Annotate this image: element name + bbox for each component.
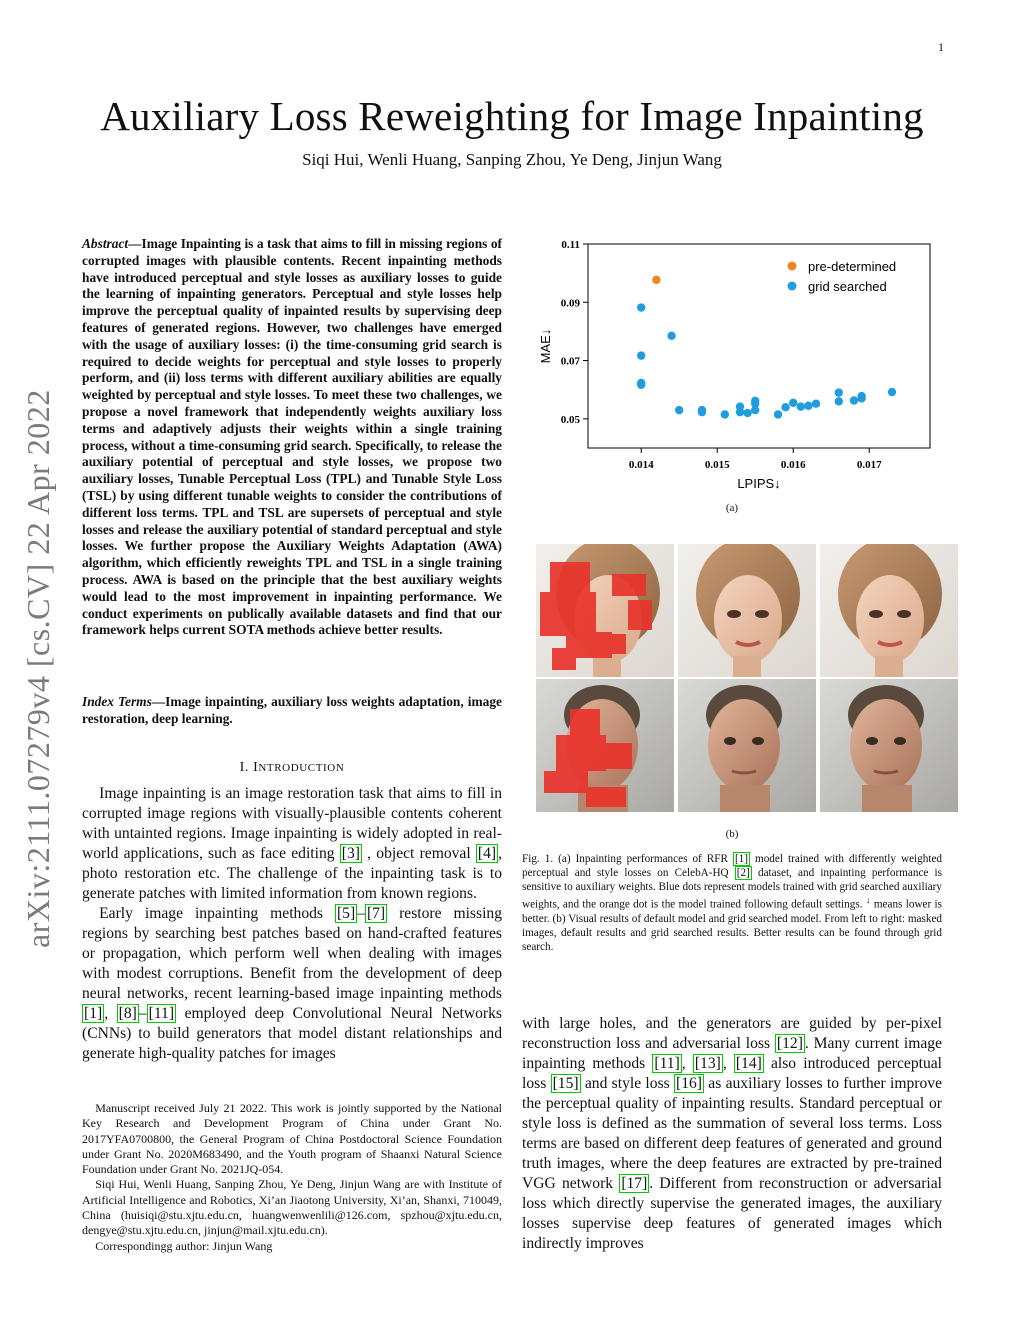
- citation-link[interactable]: [5]: [336, 905, 356, 922]
- data-point: [789, 399, 797, 407]
- arxiv-stamp: arXiv:2111.07279v4 [cs.CV] 22 Apr 2022: [20, 389, 56, 948]
- data-point: [637, 351, 645, 359]
- data-point: [751, 397, 759, 405]
- data-point: [835, 397, 843, 405]
- citation-link[interactable]: [8]: [118, 1005, 137, 1022]
- legend-marker: [788, 262, 797, 271]
- text-run: , photo restoration etc. The challenge of the inpainting task is to generate patches with limited information from known regions.: [82, 845, 502, 902]
- citation-link[interactable]: [12]: [776, 1035, 803, 1052]
- paper-title: Auxiliary Loss Reweighting for Image Inpainting: [100, 93, 924, 139]
- legend-label: pre-determined: [808, 259, 897, 274]
- data-point: [721, 410, 729, 418]
- figure-caption: [522, 852, 942, 954]
- data-point: [781, 403, 789, 411]
- x-tick-label: 0.016: [780, 459, 806, 471]
- data-point: [736, 408, 744, 416]
- text-run: means lower is better. (b) Visual results of default model and grid searched model. From left to right: masked images, default results and grid searched results. Better results can be found through grid search.: [522, 898, 943, 953]
- citation-link[interactable]: [2]: [736, 867, 750, 879]
- legend-label: grid searched: [808, 279, 887, 294]
- citation-link[interactable]: [3]: [341, 845, 360, 862]
- y-tick-label: 0.09: [560, 297, 580, 310]
- citation-link[interactable]: [1]: [84, 1005, 103, 1022]
- right-column-text: [522, 1014, 942, 1254]
- legend-marker: [788, 282, 797, 291]
- data-point: [652, 276, 660, 284]
- section-numeral: I.: [239, 760, 254, 775]
- citation-link[interactable]: [11]: [148, 1005, 175, 1022]
- citation-link[interactable]: [7]: [366, 905, 386, 922]
- text-run: with large holes, and the generators are guided by per-pixel reconstruction loss and adversarial loss: [522, 1015, 942, 1052]
- intro-paragraph-1: [82, 784, 502, 904]
- citation-link[interactable]: [15]: [552, 1075, 579, 1092]
- photo-woman-default: [678, 544, 816, 677]
- footnote: [82, 1101, 502, 1254]
- data-point: [743, 409, 751, 417]
- text-run: ,: [681, 1055, 693, 1072]
- section-heading-introduction: [82, 760, 502, 776]
- index-terms-text: —Image inpainting, auxiliary loss weights adaptation, image restoration, deep learning.: [82, 694, 502, 726]
- data-point: [850, 396, 858, 404]
- author-list: Siqi Hui, Wenli Huang, Sanping Zhou, Ye Deng, Jinjun Wang: [302, 150, 722, 169]
- y-tick-label: 0.05: [560, 413, 580, 426]
- x-tick-label: 0.015: [704, 459, 730, 471]
- abstract: [82, 236, 502, 639]
- x-axis-label: LPIPS↓: [737, 476, 781, 491]
- y-tick-label: 0.11: [561, 239, 580, 251]
- plot-frame: [588, 244, 930, 448]
- section-initial: I: [253, 760, 259, 775]
- abstract-text: —Image Inpainting is a task that aims to fill in missing regions of corrupted images with plausible contents. Recent inpainting methods have introduced perceptual and style losses as auxiliary losses to guide the learning of inpainting generators. Perceptual and style losses help improve the perceptual quality of inpainted results by supervising deep features of generated regions. However, two challenges have emerged with the usage of auxiliary losses: (i) the time-consuming grid search is required to decide weights for perceptual and style losses to properly perform, and (ii) loss terms with different auxiliary abilities are equally weighted by perceptual and style losses. To meet these two challenges, we propose a novel framework that independently weights auxiliary loss terms and adaptively adjusts their weights within a single training process, without a time-consuming grid search. Specifically, to release the auxiliary potential of perceptual and style losses, we propose two auxiliary losses, Tunable Perceptual Loss (TPL) and Tunable Style Loss (TSL) by using different tunable weights to consider the contributions of different loss terms. TPL and TSL are supersets of perceptual and style losses and release the auxiliary potential of standard perceptual and style losses. We further propose the Auxiliary Weights Adaptation (AWA) algorithm, which efficiently reweights TPL and TSL in a single training process. AWA is based on the principle that the best auxiliary weights would lead to the most improvement in inpainting performance. We conduct experiments on publically available datasets and find that our framework helps current SOTA methods achieve better results.: [82, 236, 502, 638]
- face-inpainting-photos: [536, 544, 958, 812]
- abstract-label: Abstract: [82, 236, 129, 251]
- photo-man-masked: [536, 679, 674, 812]
- subfigure-b-label: (b): [725, 828, 739, 840]
- data-point: [888, 388, 896, 396]
- subfigure-a-label: (a): [725, 502, 739, 514]
- text-run: ,: [104, 1005, 117, 1022]
- down-arrow-icon: ↓: [865, 896, 871, 906]
- citation-link[interactable]: [16]: [676, 1075, 702, 1092]
- text-run: . Many current image inpainting methods: [522, 1035, 943, 1072]
- citation-link[interactable]: [13]: [694, 1055, 721, 1072]
- text-run: , object removal: [361, 845, 476, 862]
- text-run: Image inpainting is an image restoration task that aims to fill in corrupted image regions with visually-plausible contents coherent with untainted regions. Image inpainting is widely adopted in real-world applications, such as face editing: [82, 785, 502, 862]
- index-terms-label: Index Terms: [82, 694, 152, 709]
- data-point: [857, 392, 865, 400]
- footnote-corresponding: Correspondingg author: Jinjun Wang: [95, 1238, 273, 1253]
- data-point: [667, 332, 675, 340]
- y-axis-label: MAE↓: [538, 328, 553, 364]
- text-run: as auxiliary losses to further improve the perceptual quality of inpainting results. Standard perceptual or style loss is defined as the summation of several loss terms. Loss terms are based on different deep features of generated and ground truth images, where the deep features are extracted by pre-trained VGG network: [522, 1075, 943, 1192]
- citation-link[interactable]: [4]: [477, 845, 497, 862]
- scatter-chart: [532, 236, 942, 532]
- data-point: [675, 406, 683, 414]
- text-run: Early image inpainting methods: [99, 905, 335, 922]
- data-point: [835, 388, 843, 396]
- text-run: Fig. 1. (a) Inpainting performances of RFR: [522, 853, 733, 865]
- citation-link[interactable]: [11]: [654, 1055, 680, 1072]
- text-run: model trained with differently weighted perceptual and style losses on CelebA-HQ: [522, 853, 942, 879]
- introduction-text: [82, 784, 502, 1064]
- footnote-affiliation: Siqi Hui, Wenli Huang, Sanping Zhou, Ye Deng, Jinjun Wang are with Institute of Artificial Intelligence and Robotics, Xi’an Jiaotong University, Xi’an, Shanxi, 710049, China (huisiqi@stu.xjtu.edu.cn, huangwenwenlili@126.com, spzhou@xjtu.edu.cn, dengye@stu.xjtu.edu.cn, jinjun@mail.xjtu.edu.cn).: [82, 1177, 502, 1238]
- citation-link[interactable]: [14]: [735, 1055, 762, 1072]
- footnote-funding: Manuscript received July 21 2022. This work is jointly supported by the National Key Research and Development Program of China under Grant No. 2017YFA0700800, the General Program of China Postdoctoral Science Foundation under Grant No. 2020M683490, and the Youth program of Shaanxi Natural Science Foundation under Grant No. 2021JQ-054.: [82, 1101, 502, 1177]
- photo-woman-gridsearched: [820, 544, 958, 677]
- text-run: ,: [722, 1055, 734, 1072]
- data-point: [804, 402, 812, 410]
- text-run: . Different from reconstruction or adversarial loss which directly supervise the generated images, the auxiliary losses supervise deep features of generated images which indirectly improves: [522, 1175, 943, 1252]
- data-point: [637, 303, 645, 311]
- data-point: [797, 402, 805, 410]
- citation-link[interactable]: [17]: [621, 1175, 648, 1192]
- text-run: employed deep Convolutional Neural Networks (CNNs) to build generators that model distant relationships and generate high-quality patches for images: [82, 1005, 502, 1062]
- page-number: 1: [938, 40, 944, 54]
- photo-woman-masked: [536, 544, 674, 677]
- text-run: and style loss: [580, 1075, 675, 1092]
- data-point: [698, 408, 706, 416]
- y-tick-label: 0.07: [560, 355, 580, 368]
- intro-paragraph-2: [82, 904, 502, 1064]
- text-run: dataset, and inpainting performance is sensitive to auxiliary weights. Blue dots represent models trained with grid searched auxiliary weights, and the orange dot is the model trained following default settings.: [522, 867, 942, 911]
- section-rest: NTRODUCTION: [258, 762, 345, 774]
- photo-man-default: [678, 679, 816, 812]
- index-terms: [82, 694, 502, 728]
- text-run: –: [357, 905, 365, 922]
- text-run: –: [138, 1005, 147, 1022]
- text-run: restore missing regions by searching best patches based on hand-crafted features or propagation, which perform well when dealing with images with modest corruptions. Benefit from the development of deep neural networks, recent learning-based image inpainting methods: [82, 905, 502, 1002]
- data-point: [774, 410, 782, 418]
- x-tick-label: 0.017: [856, 459, 882, 471]
- data-point: [812, 400, 820, 408]
- data-point: [637, 381, 645, 389]
- photo-man-gridsearched: [820, 679, 958, 812]
- text-run: also introduced perceptual loss: [522, 1055, 943, 1092]
- citation-link[interactable]: [1]: [734, 853, 748, 865]
- x-tick-label: 0.014: [628, 459, 654, 471]
